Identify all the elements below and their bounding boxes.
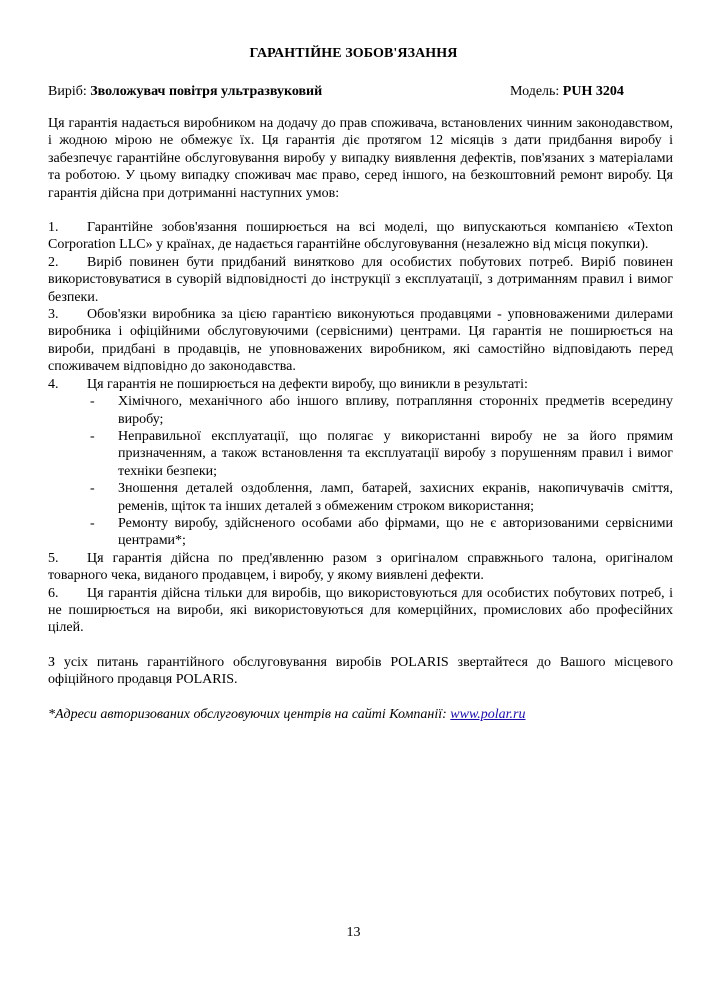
sub-item-dash: -: [90, 428, 95, 444]
product-label: Виріб:: [48, 84, 87, 99]
warranty-body: [48, 115, 673, 723]
sub-item-dash: -: [90, 515, 95, 531]
item-text: Гарантійне зобов'язання поширюється на всі моделі, що випускаються компанією «Texton Corporation LLC» у країнах, де надається гарантійне обслуговування (незалежно від місця покупки).: [48, 220, 673, 253]
model-label: Модель:: [510, 84, 560, 99]
item-text: Ця гарантія дійсна тільки для виробів, що використовуються для особистих побутових потреб, і не поширюється на вироби, які використовуються для комерційних, промислових або професійних цілей.: [48, 585, 673, 636]
page-number: 13: [346, 925, 361, 940]
note-text: *Адреси авторизованих обслуговуючих центрів на сайті Компанії:: [48, 706, 451, 722]
item-text: Виріб повинен бути придбаний винятково для особистих побутових потреб. Виріб повинен використовуватися в суворій відповідності до інструкції з експлуатації, з дотриманням правил і вимог безпеки.: [48, 254, 673, 305]
list-item: [48, 219, 673, 254]
list-item: [48, 550, 673, 585]
item-number: 1.: [48, 220, 59, 236]
sub-list-item: [48, 515, 673, 550]
sub-item-text: Хімічного, механічного або іншого впливу, потрапляння сторонніх предметів всередину виробу;: [118, 394, 673, 427]
sub-item-text: Ремонту виробу, здійсненого особами або фірмами, що не є авторизованими сервісними центрами*;: [118, 515, 673, 549]
sub-item-text: Зношення деталей оздоблення, ламп, батарей, захисних екранів, накопичувачів сміття, ременів, щіток та інших деталей з обмеженим строком використання;: [118, 481, 673, 514]
model-info: [510, 83, 624, 100]
list-item: [48, 376, 673, 393]
contact-paragraph: З усіх питань гарантійного обслуговування виробів POLARIS звертайтеся до Вашого місцевого офіційного продавця POLARIS.: [48, 654, 673, 688]
product-value: Зволожувач повітря ультразвуковий: [90, 84, 323, 99]
intro-paragraph: Ця гарантія надається виробником на додачу до прав споживача, встановлених чинним законодавством, і жодною мірою не обмежує їх. Ця гарантія діє протягом 12 місяців з дати придбання виробу і забезпечує гарантійне обслуговування виробу у випадку виявлення дефектів, пов'язаних з матеріалами та роботою. У цьому випадку споживач має право, серед іншого, на безкоштовний ремонт виробу. Ця гарантія дійсна при дотриманні наступних умов:: [48, 116, 673, 201]
list-item: [48, 254, 673, 306]
item-number: 5.: [48, 550, 59, 566]
sub-item-dash: -: [90, 394, 95, 410]
page-title: ГАРАНТІЙНЕ ЗОБОВ'ЯЗАННЯ: [249, 46, 458, 61]
sub-list-item: [48, 428, 673, 480]
product-info: [48, 83, 322, 100]
item-number: 3.: [48, 307, 59, 323]
website-link[interactable]: www.polar.ru: [450, 706, 526, 722]
item-text: Обов'язки виробника за цією гарантією виконуються продавцями - уповноваженими дилерами виробника і офіційними обслуговуючими (сервісними) центрами. Ця гарантія не поширюється на вироби, придбані в продавців, не уповноважених виробником, які самостійно відповідають перед споживачем відповідно до законодавства.: [48, 307, 673, 375]
service-centers-note: [48, 706, 673, 723]
item-number: 2.: [48, 254, 59, 270]
sub-list-item: [48, 480, 673, 515]
item-text: Ця гарантія не поширюється на дефекти виробу, що виникли в результаті:: [87, 376, 528, 392]
item-number: 6.: [48, 585, 59, 601]
list-item: [48, 306, 673, 376]
model-value: PUH 3204: [562, 84, 624, 99]
sub-list-item: [48, 393, 673, 428]
sub-item-dash: -: [90, 481, 95, 497]
item-text: Ця гарантія дійсна по пред'явленню разом з оригіналом справжнього талона, оригіналом товарного чека, виданого продавцем, і виробу, у якому виявлені дефекти.: [48, 550, 673, 584]
item-number: 4.: [48, 376, 59, 392]
list-item: [48, 585, 673, 637]
sub-item-text: Неправильної експлуатації, що полягає у використанні виробу не за його прямим призначенням, а також встановлення та експлуатації виробу з порушенням правил і вимог техніки безпеки;: [118, 428, 673, 479]
